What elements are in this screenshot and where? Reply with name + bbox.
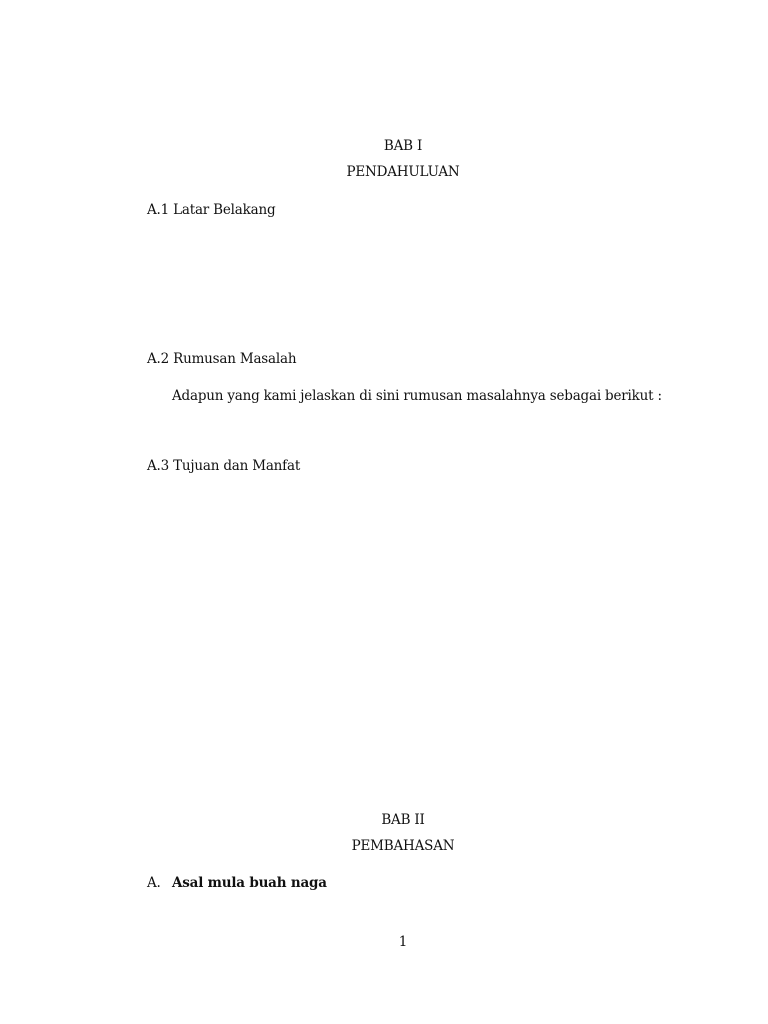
page-number: 1 xyxy=(398,934,408,950)
list-item-asal-mula: Asal mula buah naga xyxy=(172,875,327,891)
bab2-subtitle: PEMBAHASAN xyxy=(351,838,455,854)
section-heading-latar-belakang: A.1 Latar Belakang xyxy=(147,202,276,218)
bab1-subtitle: PENDAHULUAN xyxy=(346,164,460,180)
list-item-marker: A. xyxy=(147,875,161,891)
section-heading-tujuan-manfaat: A.3 Tujuan dan Manfat xyxy=(147,458,301,474)
section-heading-rumusan-masalah: A.2 Rumusan Masalah xyxy=(147,351,297,367)
bab1-title: BAB I xyxy=(383,138,423,154)
bab2-title: BAB II xyxy=(381,812,425,828)
rumusan-masalah-paragraph: Adapun yang kami jelaskan di sini rumusan masalahnya sebagai berikut : xyxy=(172,388,662,404)
